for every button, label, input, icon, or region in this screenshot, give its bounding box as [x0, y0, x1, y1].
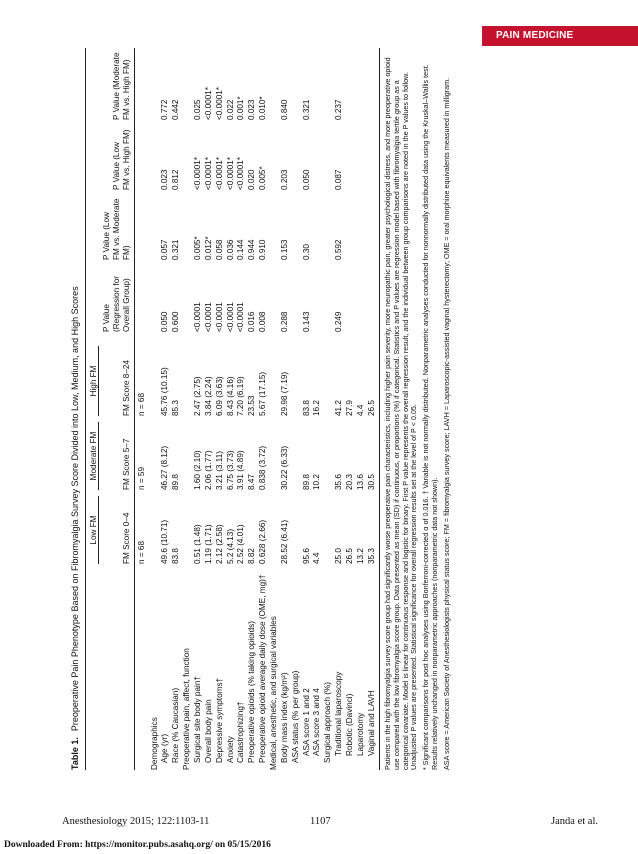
- table-row: [268, 48, 279, 770]
- table-cell: [355, 198, 366, 268]
- table-cell: 0.022: [225, 99, 235, 120]
- table-row: [344, 48, 355, 770]
- table-cell: <0.0001*: [236, 156, 246, 190]
- n-cell: [135, 268, 149, 340]
- table-row: [279, 48, 290, 770]
- table-cell: 3.84 (2.24): [203, 376, 213, 416]
- row-label: ASA score 1 and 2: [301, 688, 311, 756]
- table-cell: 0.016: [247, 311, 257, 332]
- group-moderate-fm: [86, 416, 101, 490]
- row-label: Traditional laparoscopy: [334, 671, 344, 756]
- table-row: [160, 48, 171, 770]
- footer-journal: Anesthesiology 2015; 122:1103-11: [62, 816, 210, 827]
- table-cell: 0.321: [171, 239, 181, 260]
- table-cell: [268, 268, 279, 340]
- table-cell: 89.8: [301, 474, 311, 490]
- table-cell: <0.0001*: [225, 156, 235, 190]
- group-label-high: High FM: [89, 346, 100, 416]
- table-cell: 0.058: [214, 239, 224, 260]
- column-header: P Value (Regression for Overall Group): [102, 276, 131, 332]
- table-cell: 0.30: [301, 244, 311, 260]
- table-cell: 35.6: [334, 474, 344, 490]
- table-cell: 6.75 (3.73): [225, 450, 235, 490]
- table-cell: 83.8: [171, 548, 181, 564]
- table-cell: 1.19 (1.71): [203, 524, 213, 564]
- table-cell: 0.288: [279, 311, 289, 332]
- table-cell: 2.52 (4.01): [236, 524, 246, 564]
- table-cell: [290, 128, 301, 198]
- table-cell: 0.050: [160, 311, 170, 332]
- row-label: Preoperative pain, affect, function: [182, 648, 192, 770]
- table-cell: 35.3: [366, 548, 376, 564]
- table-cell: [149, 340, 160, 416]
- row-label: Preoperative opioid average daily dose (OME, mg)†: [258, 574, 268, 763]
- table-row: [301, 48, 312, 770]
- table-cell: 0.592: [334, 239, 344, 260]
- table-cell: 8.43 (4.16): [225, 376, 235, 416]
- table-cell: [290, 48, 301, 128]
- table-row: [192, 48, 203, 770]
- table-cell: <0.0001*: [193, 156, 202, 190]
- table-cell: 23.53: [247, 395, 257, 416]
- table-cell: 0.600: [171, 311, 181, 332]
- column-header: [100, 564, 135, 770]
- row-label: Robotic (Davinci): [345, 693, 355, 756]
- table-cell: [268, 340, 279, 416]
- table-cell: 0.203: [279, 169, 289, 190]
- table-cell: [312, 128, 323, 198]
- table-cell: 95.6: [301, 548, 311, 564]
- table-cell: 2.12 (2.58): [214, 524, 224, 564]
- group-empty: [86, 564, 101, 770]
- download-notice: Downloaded From: https://monitor.pubs.asahq.org/ on 05/15/2016: [4, 840, 271, 850]
- table-cell: [323, 268, 334, 340]
- footer-author: Janda et al.: [551, 816, 598, 827]
- table-row: [355, 48, 366, 770]
- table-cell: [355, 48, 366, 128]
- table-cell: [149, 198, 160, 268]
- table-row: [149, 48, 160, 770]
- table-cell: [366, 128, 377, 198]
- row-label: Depressive symptoms†: [214, 677, 224, 763]
- table-cell: 0.153: [279, 239, 289, 260]
- table-cell: 0.087: [334, 169, 344, 190]
- table-cell: [323, 490, 334, 564]
- table-cell: 0.628 (2.66): [258, 519, 268, 564]
- n-cell: n = 68: [137, 541, 147, 564]
- column-header: FM Score 5–7: [121, 438, 131, 490]
- table-cell: 6.09 (3.63): [214, 376, 224, 416]
- table-cell: [290, 416, 301, 490]
- column-header: P Value (Moderate FM vs. High FM): [111, 52, 131, 120]
- table-title: [70, 48, 81, 770]
- table-cell: [366, 198, 377, 268]
- table-cell: [268, 48, 279, 128]
- table-cell: 0.772: [160, 99, 170, 120]
- table-cell: [344, 128, 355, 198]
- table-cell: [323, 198, 334, 268]
- table-cell: [366, 268, 377, 340]
- table-cell: 5.67 (17.15): [258, 371, 268, 416]
- table-cell: <0.0001: [193, 302, 202, 332]
- n-cell: [135, 128, 149, 198]
- table-cell: 5.2 (4.13): [225, 528, 235, 564]
- n-cell: n = 68: [137, 393, 147, 416]
- table-cell: 0.838 (3.72): [258, 445, 268, 490]
- row-label: ASA status (% per group): [290, 670, 300, 763]
- row-label: Anxiety: [225, 736, 235, 763]
- table-cell: 0.51 (1.48): [193, 524, 202, 564]
- table-cell: 8.47: [247, 474, 257, 490]
- table-cell: 0.812: [171, 169, 181, 190]
- n-cell: [135, 48, 149, 128]
- table-cell: 85.3: [171, 400, 181, 416]
- group-label-moderate: Moderate FM: [89, 422, 100, 490]
- group-header-row: [86, 48, 101, 770]
- table-cell: 30.22 (6.33): [279, 445, 289, 490]
- group-low-fm: [86, 490, 101, 564]
- section-tag: PAIN MEDICINE: [482, 26, 638, 46]
- table-notes: [384, 48, 451, 770]
- table-cell: [149, 128, 160, 198]
- row-label: Laparotomy: [355, 712, 365, 756]
- table-cell: 0.010*: [258, 96, 268, 120]
- table-cell: 0.910: [258, 239, 268, 260]
- table-cell: [323, 340, 334, 416]
- table-cell: [355, 268, 366, 340]
- table-cell: 0.144: [236, 239, 246, 260]
- table-cell: <0.0001: [236, 302, 246, 332]
- table-cell: <0.0001*: [214, 86, 224, 120]
- table-cell: [366, 48, 377, 128]
- table-cell: [149, 268, 160, 340]
- column-header: FM Score 0–4: [121, 512, 131, 564]
- table-cell: [290, 490, 301, 564]
- table-cell: [268, 416, 279, 490]
- table-cell: [290, 198, 301, 268]
- table-cell: [290, 268, 301, 340]
- table-row: [366, 48, 377, 770]
- table-cell: <0.0001: [214, 302, 224, 332]
- table-cell: 0.012*: [203, 236, 213, 260]
- group-high-fm: [86, 340, 101, 416]
- table-cell: 0.944: [247, 239, 257, 260]
- table-cell: 0.143: [301, 311, 311, 332]
- table-cell: [323, 416, 334, 490]
- table-note: ASA score = American Society of Anesthesiologists physical status score; FM = fibromyalgia survey score; LAVH = Laparoscopic-assisted vaginal hysterectomy; OME = oral morphine equivalents measured in milligram.: [441, 77, 451, 770]
- row-label: Overall body pain: [203, 699, 213, 763]
- table-cell: [182, 340, 193, 416]
- table-cell: [323, 48, 334, 128]
- table-cell: <0.0001: [203, 302, 213, 332]
- table-cell: [149, 490, 160, 564]
- table-cell: 0.025: [193, 99, 202, 120]
- table-cell: 29.98 (7.19): [279, 371, 289, 416]
- table-row: [203, 48, 214, 770]
- row-label: Body mass index (kg/m²): [279, 672, 289, 763]
- table-cell: 0.008: [258, 311, 268, 332]
- footer-page-number: 1107: [310, 816, 331, 827]
- table-cell: 0.442: [171, 99, 181, 120]
- n-cell: [135, 198, 149, 268]
- table-cell: 13.6: [355, 474, 365, 490]
- table-cell: 10.2: [312, 474, 322, 490]
- n-cell: n = 59: [137, 467, 147, 490]
- data-table: [86, 48, 377, 770]
- table-cell: 28.52 (6.41): [279, 519, 289, 564]
- table-cell: 0.321: [301, 99, 311, 120]
- table-row: [236, 48, 247, 770]
- table-cell: [268, 128, 279, 198]
- table-cell: 46.27 (8.12): [160, 445, 170, 490]
- table-cell: [312, 48, 323, 128]
- row-label: Vaginal and LAVH: [366, 690, 376, 756]
- table-cell: 7.20 (6.19): [236, 376, 246, 416]
- row-label: ASA score 3 and 4: [312, 688, 322, 756]
- table-cell: 3.91 (4.89): [236, 450, 246, 490]
- table-cell: 2.47 (2.75): [193, 376, 202, 416]
- table-cell: 26.5: [345, 548, 355, 564]
- table-row: [290, 48, 301, 770]
- table-cell: [182, 490, 193, 564]
- table-cell: 0.001*: [236, 96, 246, 120]
- table-cell: [355, 128, 366, 198]
- table-cell: [182, 128, 193, 198]
- column-header: P Value (Low FM vs. Moderate FM): [102, 198, 131, 260]
- table-cell: 89.8: [171, 474, 181, 490]
- table-cell: <0.0001*: [203, 86, 213, 120]
- table-cell: 0.005*: [193, 236, 202, 260]
- table-cell: [344, 198, 355, 268]
- table-cell: 83.8: [301, 400, 311, 416]
- table-cell: 26.5: [366, 400, 376, 416]
- table-cell: [344, 48, 355, 128]
- table-cell: [182, 198, 193, 268]
- row-label: Catastrophizing†: [236, 701, 246, 763]
- table-cell: [323, 128, 334, 198]
- table-cell: [268, 198, 279, 268]
- table-cell: [290, 340, 301, 416]
- table-cell: 0.005*: [258, 166, 268, 190]
- table-cell: 49.6 (10.71): [160, 519, 170, 564]
- table-title-text: Preoperative Pain Phenotype Based on Fibromyalgia Survey Score Divided into Low, Medium, and High Scores: [70, 286, 80, 732]
- column-header-row: [100, 48, 135, 770]
- table-row: [182, 48, 193, 770]
- page-footer: [0, 816, 638, 832]
- table-cell: 0.249: [334, 311, 344, 332]
- table-note: * Significant comparisons for post hoc analyses using Bonferroni-corrected α of 0.016. † Variable is not normally distributed. Nonparametric analyses conducted for nonnormally distributed data using the Kruskal–Wallis test. Results relatively unchanged in nonparametric approaches (nonparametric data not shown).: [421, 64, 439, 770]
- table-cell: 16.2: [312, 400, 322, 416]
- rotated-table-block: [70, 48, 514, 770]
- page-header: [0, 0, 638, 46]
- table-cell: <0.0001*: [214, 156, 224, 190]
- table-cell: 30.5: [366, 474, 376, 490]
- table-cell: 0.840: [279, 99, 289, 120]
- table-row: [334, 48, 345, 770]
- table-cell: 2.06 (1.77): [203, 450, 213, 490]
- table-number: Table 1.: [70, 737, 80, 770]
- table-cell: 0.057: [160, 239, 170, 260]
- table-cell: 3.21 (3.11): [214, 451, 224, 490]
- table-cell: 0.023: [247, 99, 257, 120]
- table-row: [171, 48, 182, 770]
- table-cell: [182, 48, 193, 128]
- table-cell: 0.036: [225, 239, 235, 260]
- table-cell: 27.9: [345, 400, 355, 416]
- table-cell: 25.0: [334, 548, 344, 564]
- table-cell: 20.3: [345, 474, 355, 490]
- table-cell: [312, 268, 323, 340]
- table-cell: [312, 198, 323, 268]
- table-cell: 8.82: [247, 548, 257, 564]
- table-cell: 13.2: [355, 548, 365, 564]
- table-cell: 4.4: [312, 552, 322, 564]
- table-cell: 0.023: [160, 169, 170, 190]
- table-row: [225, 48, 236, 770]
- table-row: [247, 48, 258, 770]
- table-cell: 0.237: [334, 99, 344, 120]
- row-label: Medical, anesthetic, and surgical variables: [269, 616, 279, 770]
- table-cell: 45.76 (10.15): [160, 367, 170, 416]
- row-label: Race (% Caucasian): [171, 687, 181, 763]
- table-cell: [182, 416, 193, 490]
- column-header: FM Score 8–24: [121, 360, 131, 416]
- table-cell: 0.020: [247, 169, 257, 190]
- table-bottom-rule: [379, 48, 380, 770]
- row-label: Demographics: [149, 717, 159, 770]
- sample-size-row: [135, 48, 149, 770]
- table-cell: 0.050: [301, 169, 311, 190]
- table-cell: <0.0001: [225, 302, 235, 332]
- table-cell: [344, 268, 355, 340]
- table-row: [323, 48, 334, 770]
- table-note: Patients in the high fibromyalgia survey score group had significantly worse preoperative pain characteristics, including higher pain severity, more neuropathic pain, greater psychological distress, and more preoperative opioid use compared with the low fibromyalgia score group. Data presented as mean (SD) if continuous, or proportions (%) if categorical. Statistics and P values are regression model based with fibromyalgia tertile group as a categorical covariate. Model is linear for continuous response and logistic for binary. First P value represents the overall regression result, and the individual between group comparisons are noted in the P values to follow. Unadjusted P values are presented. Statistical significance for overall regression results set at the level of P < 0.05.: [383, 57, 419, 770]
- table-cell: 1.60 (2.10): [193, 450, 202, 490]
- table-cell: [268, 490, 279, 564]
- table-cell: [182, 268, 193, 340]
- table-cell: [149, 48, 160, 128]
- row-label: Age (yr): [160, 733, 170, 763]
- row-label: Surgical site body pain†: [193, 676, 202, 763]
- table-cell: 41.2: [334, 400, 344, 416]
- table-body: [149, 48, 377, 770]
- table-cell: 4.4: [355, 404, 365, 416]
- table-row: [312, 48, 323, 770]
- table-cell: <0.0001*: [203, 156, 213, 190]
- row-label: Surgical approach (%): [323, 681, 333, 763]
- group-label-low: Low FM: [89, 496, 100, 564]
- row-label: Preoperative opioids (% taking opioids): [247, 621, 257, 763]
- n-cell: [135, 564, 149, 770]
- table-row: [214, 48, 225, 770]
- column-header: P Value (Low FM vs. High FM): [111, 129, 131, 190]
- table-cell: [149, 416, 160, 490]
- table-row: [258, 48, 269, 770]
